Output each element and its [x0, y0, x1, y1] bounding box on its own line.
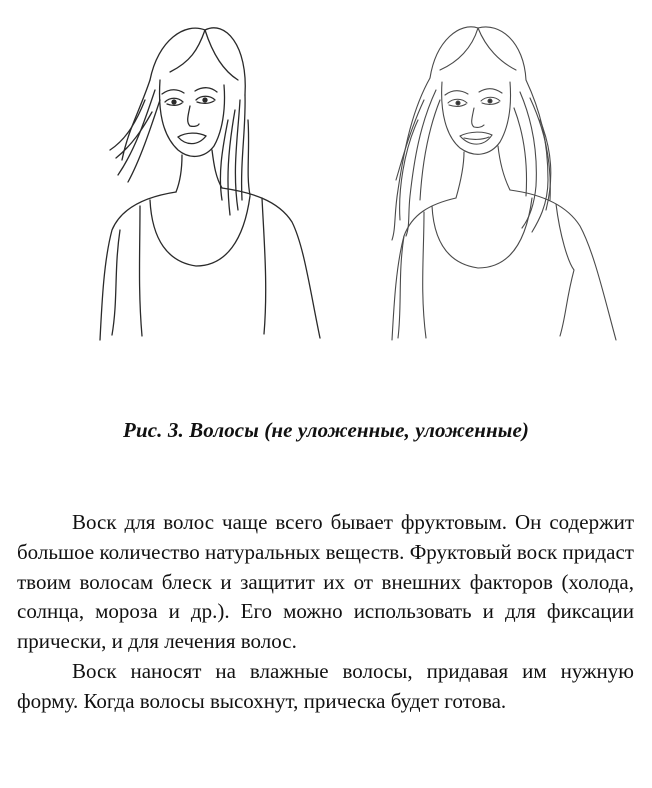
figure-illustration — [0, 0, 652, 360]
hair-sketches — [0, 0, 652, 360]
unstyled-hair-figure — [100, 28, 320, 340]
paragraph-wax-description: Воск для волос чаще всего бывает фруктовым. Он содержит большое количество натуральных веществ. Фруктовый воск придаст твоим волосам блеск и защитит их от внешних факторов (холода, солнца, мороза и др.). Его можно использовать и для фиксации прически, и для лечения волос. — [17, 510, 634, 654]
article-text — [17, 508, 634, 717]
figure-caption: Рис. 3. Волосы (не уложенные, уложенные) — [123, 418, 529, 442]
styled-hair-figure — [392, 27, 616, 340]
paragraph-wax-application: Воск наносят на влажные волосы, придавая им нужную форму. Когда волосы высохнут, прическа будет готова. — [17, 658, 634, 713]
